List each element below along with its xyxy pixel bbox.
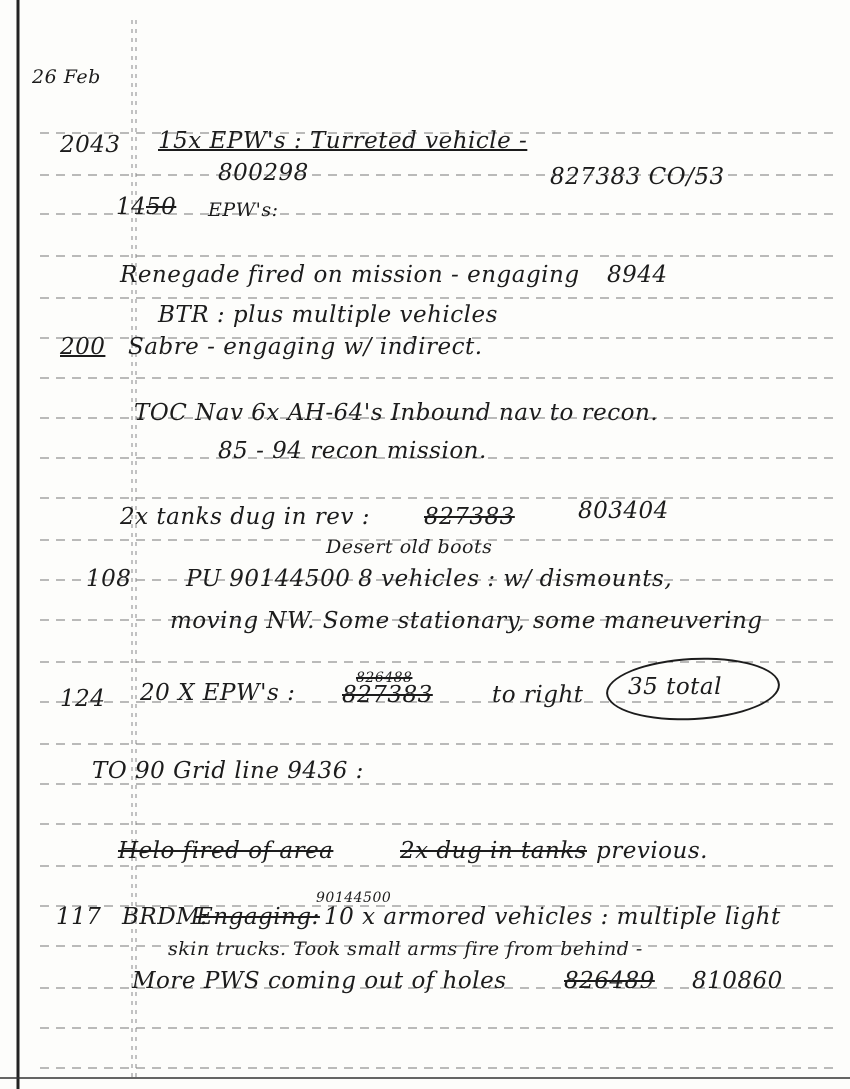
entry-time: 200 [60,334,106,360]
entry-text: 10 x armored vehicles : multiple light [324,904,781,930]
struck-grid: 827383 [342,682,433,708]
entry-text: TOC Nav 6x AH-64's Inbound nav to recon. [134,400,659,426]
entry-text: previous. [596,838,708,864]
entry-text: BRDM: [122,904,209,930]
entry-text: moving NW. Some stationary, some maneuvering [170,608,763,634]
grid-reference: 800298 [218,160,309,186]
entry-time: 124 [60,686,106,712]
entry-text: BTR : plus multiple vehicles [158,302,498,328]
struck-grid: 826488 [356,670,413,686]
entry-text: Sabre - engaging w/ indirect. [128,334,483,360]
entry-text: to right [492,682,584,708]
struck-grid: 826489 [564,968,655,994]
page-header-date: 26 Feb [32,66,101,88]
grid-reference: 827383 CO/53 [550,164,725,190]
entry-text: Desert old boots [326,536,493,558]
struck-entry: Helo fired of area [118,838,334,864]
entry-count: 14 [116,194,147,220]
struck-grid: 827383 [424,504,515,530]
entry-text: TO 90 Grid line 9436 : [92,758,364,784]
entry-text: More PWS coming out of holes [132,968,507,994]
total-count: 35 total [628,674,722,700]
entry-text: EPW's: [208,199,279,221]
entry-text: PU 90144500 8 vehicles : w/ dismounts, [186,566,673,592]
struck-entry: 2x dug in tanks [400,838,587,864]
entry-text: 85 - 94 recon mission. [218,438,487,464]
entry-time: 108 [86,566,132,592]
entry-text: skin trucks. Took small arms fire from behind - [168,938,643,960]
grid-reference: 803404 [578,498,669,524]
entry-text: 15x EPW's : Turreted vehicle - [158,128,528,154]
grid-reference: 8944 [607,262,668,288]
grid-reference: 810860 [692,968,783,994]
struck-count: 50 [146,194,177,220]
entry-time: 117 [56,904,102,930]
superscript-grid: 90144500 [316,890,392,906]
entry-text: 20 X EPW's : [140,680,296,706]
entry-text: Renegade fired on mission - engaging [120,262,580,288]
entry-time: 2043 [60,132,121,158]
struck-entry: Engaging: [196,904,320,930]
entry-text: 2x tanks dug in rev : [120,504,370,530]
